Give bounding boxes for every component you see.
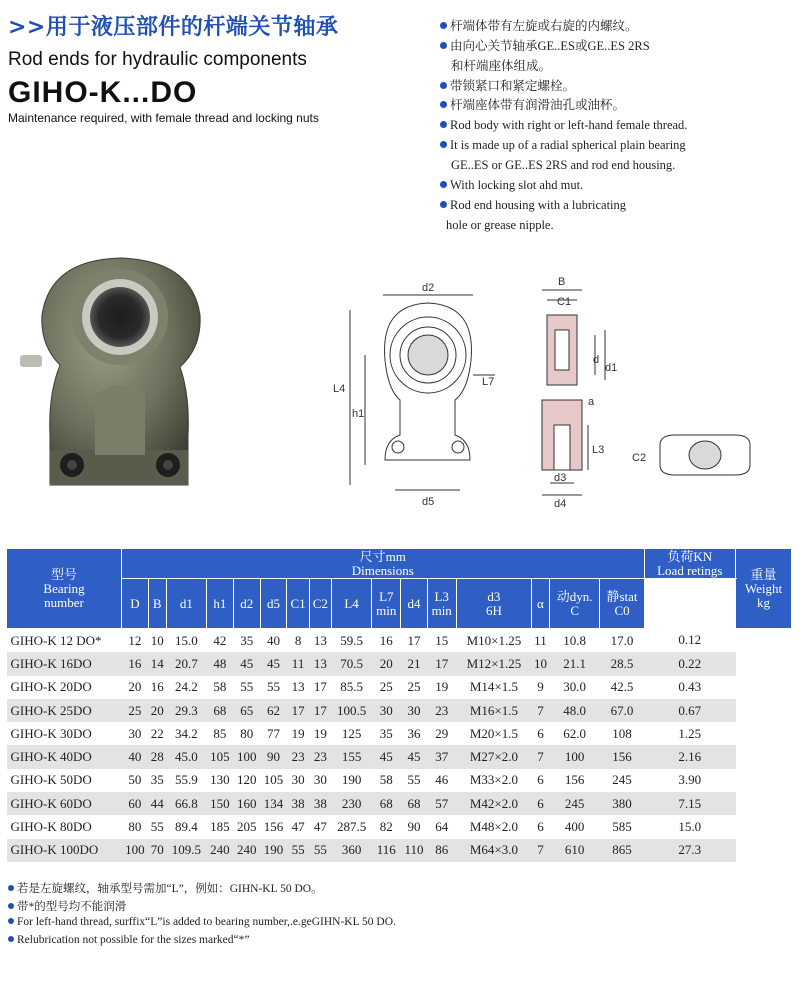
table-cell: 60 [122,792,149,815]
table-cell-model: GIHO-K 25DO [7,699,122,722]
header-dimensions: 尺寸mm Dimensions [122,549,645,579]
table-cell: 48.0 [549,699,600,722]
bullet-dot-icon [8,903,14,909]
table-cell: 287.5 [331,815,371,838]
table-cell: 156 [600,745,644,768]
table-cell: 16 [372,629,401,653]
label-B: B [558,276,566,288]
table-cell: 50 [122,769,149,792]
table-cell: 44 [148,792,166,815]
table-cell: 36 [401,722,427,745]
table-cell: 156 [549,769,600,792]
table-cell: 6 [532,815,550,838]
table-row [7,699,792,722]
table-cell: 865 [600,839,644,862]
table-cell: 160 [233,792,260,815]
table-cell: M64×3.0 [456,839,531,862]
table-cell: 35 [233,629,260,653]
table-cell-model: GIHO-K 20DO [7,676,122,699]
table-cell: 108 [600,722,644,745]
table-cell: 23 [427,699,456,722]
table-cell: 205 [233,815,260,838]
table-cell: 7 [532,839,550,862]
table-cell-model: GIHO-K 100DO [7,839,122,862]
table-cell: 8 [287,629,309,653]
subtitle: Maintenance required, with female thread and locking nuts [8,111,319,125]
table-cell: 40 [122,745,149,768]
table-cell: 17 [287,699,309,722]
col-L3: L3 min [427,579,456,629]
table-cell: 29 [427,722,456,745]
table-cell: 110 [401,839,427,862]
bullet-dot-icon [440,121,447,128]
table-cell: 45 [260,652,287,675]
table-cell: 7 [532,699,550,722]
page-title-cn: >>用于液压部件的杆端关节轴承 [8,15,339,40]
table-cell: 42.5 [600,676,644,699]
table-cell-model: GIHO-K 50DO [7,769,122,792]
bullet-dot-icon [440,181,447,188]
table-cell: 19 [427,676,456,699]
table-cell: 185 [206,815,233,838]
table-cell: 30.0 [549,676,600,699]
table-cell: M48×2.0 [456,815,531,838]
table-cell: 45.0 [166,745,206,768]
table-cell: 20.7 [166,652,206,675]
table-cell: 24.2 [166,676,206,699]
table-cell: 59.5 [331,629,371,653]
col-L7: L7 min [372,579,401,629]
table-cell: 100.5 [331,699,371,722]
bullet-dot-icon [8,936,14,942]
table-cell: 77 [260,722,287,745]
table-cell: 15.0 [166,629,206,653]
table-cell: 14 [148,652,166,675]
table-cell: 6 [532,792,550,815]
table-cell: 70 [148,839,166,862]
table-cell: 89.4 [166,815,206,838]
table-cell: 70.5 [331,652,371,675]
table-cell: 15.0 [644,815,735,838]
table-cell: 90 [260,745,287,768]
table-cell-model: GIHO-K 30DO [7,722,122,745]
table-cell: 105 [260,769,287,792]
col-dyn-C: 动dyn. C [549,579,600,629]
table-cell: 45 [233,652,260,675]
bullet-dot-icon [440,201,447,208]
table-cell: 155 [331,745,371,768]
table-cell: 150 [206,792,233,815]
table-cell: 116 [372,839,401,862]
table-cell: 3.90 [644,769,735,792]
label-d: d [593,354,600,366]
feature-item: 由向心关节轴承GE..ES或GE..ES 2RS [440,36,650,56]
feature-item: 杆端体带有左旋或右旋的内螺纹。 [440,16,638,36]
table-cell: 55.9 [166,769,206,792]
table-cell: 86 [427,839,456,862]
table-cell: 20 [122,676,149,699]
feature-item-cont: hole or grease nipple. [446,218,554,232]
table-cell: M16×1.5 [456,699,531,722]
table-cell: 16 [122,652,149,675]
table-cell: 17.0 [600,629,644,653]
table-cell: M10×1.25 [456,629,531,653]
table-cell: 245 [600,769,644,792]
table-cell: 190 [260,839,287,862]
table-cell: 13 [287,676,309,699]
table-cell: 25 [401,676,427,699]
col-C1: C1 [287,579,309,629]
table-cell: 30 [122,722,149,745]
table-cell: 57 [427,792,456,815]
table-cell-model: GIHO-K 80DO [7,815,122,838]
bullet-dot-icon [440,22,447,29]
table-cell: 67.0 [600,699,644,722]
table-cell: 47 [309,815,331,838]
label-d2: d2 [422,282,435,294]
table-cell: 100 [233,745,260,768]
bullet-dot-icon [440,141,447,148]
note-item: 若是左旋螺纹，轴承型号需加“L”，例如：GIHN-KL 50 DO。 [8,880,323,896]
table-cell: 28 [148,745,166,768]
table-cell: 62 [260,699,287,722]
table-cell: 66.8 [166,792,206,815]
table-cell: 9 [532,676,550,699]
table-cell: 130 [206,769,233,792]
table-row [7,676,792,699]
table-cell: 68 [206,699,233,722]
table-cell: 23 [309,745,331,768]
col-h1: h1 [206,579,233,629]
table-cell: 13 [309,629,331,653]
table-row [7,815,792,838]
table-cell: 21 [401,652,427,675]
feature-item: With locking slot ahd mut. [440,175,583,195]
col-C2: C2 [309,579,331,629]
table-cell: 21.1 [549,652,600,675]
table-cell: 120 [233,769,260,792]
table-cell: 13 [309,652,331,675]
table-cell: 30 [401,699,427,722]
header-weight: 重量 Weight kg [736,549,792,629]
table-cell: 35 [372,722,401,745]
table-cell: 62.0 [549,722,600,745]
table-cell: 55 [233,676,260,699]
col-d3: d3 6H [456,579,531,629]
col-d5: d5 [260,579,287,629]
table-cell: 68 [401,792,427,815]
table-cell: M12×1.25 [456,652,531,675]
table-cell: 240 [233,839,260,862]
table-cell: 68 [372,792,401,815]
table-cell: 85 [206,722,233,745]
table-cell: 156 [260,815,287,838]
model-code: GIHO-K...DO [8,76,198,109]
table-cell: 10.8 [549,629,600,653]
table-cell: 55 [287,839,309,862]
table-cell: 55 [401,769,427,792]
table-cell: 30 [372,699,401,722]
table-cell: 6 [532,722,550,745]
table-cell: 85.5 [331,676,371,699]
bullet-dot-icon [440,82,447,89]
table-row [7,839,792,862]
table-cell: 45 [372,745,401,768]
feature-item: 杆端座体带有润滑油孔或油杯。 [440,95,625,115]
table-cell: 109.5 [166,839,206,862]
note-item: Relubrication not possible for the sizes marked“*” [8,934,250,946]
table-cell: 125 [331,722,371,745]
table-cell: 245 [549,792,600,815]
bullet-dot-icon [440,101,447,108]
table-cell: 0.22 [644,652,735,675]
col-d1: d1 [166,579,206,629]
bullet-dot-icon [8,918,14,924]
col-stat-C0: 静stat C0 [600,579,644,629]
table-cell: 58 [206,676,233,699]
table-cell: 11 [287,652,309,675]
table-cell: 45 [401,745,427,768]
table-cell: 20 [372,652,401,675]
table-cell: 6 [532,769,550,792]
table-cell: 25 [372,676,401,699]
table-cell: 100 [122,839,149,862]
table-cell: M33×2.0 [456,769,531,792]
table-cell: 10 [532,652,550,675]
table-cell: 12 [122,629,149,653]
table-cell: 134 [260,792,287,815]
table-cell: 82 [372,815,401,838]
label-L4: L4 [333,383,346,395]
table-cell: 22 [148,722,166,745]
table-cell-model: GIHO-K 12 DO* [7,629,122,653]
table-cell: 100 [549,745,600,768]
label-d4: d4 [554,498,567,510]
table-cell: 190 [331,769,371,792]
table-cell: 48 [206,652,233,675]
table-cell: 105 [206,745,233,768]
table-cell: 29.3 [166,699,206,722]
bullet-dot-icon [440,42,447,49]
table-cell: 40 [260,629,287,653]
note-item: For left-hand thread, surffix“L”is added to bearing number,.e.geGIHN-KL 50 DO. [8,916,396,928]
table-cell: 7 [532,745,550,768]
table-cell: M20×1.5 [456,722,531,745]
table-row [7,769,792,792]
table-cell: 38 [309,792,331,815]
feature-item-cont: GE..ES or GE..ES 2RS and rod end housing. [451,158,676,172]
label-C1: C1 [557,296,572,308]
table-cell: 46 [427,769,456,792]
table-cell: 585 [600,815,644,838]
table-cell: M27×2.0 [456,745,531,768]
table-cell: 0.12 [644,629,735,653]
table-cell: 38 [287,792,309,815]
table-cell: M14×1.5 [456,676,531,699]
table-cell: 2.16 [644,745,735,768]
table-cell: 17 [401,629,427,653]
table-cell: 15 [427,629,456,653]
table-cell: 58 [372,769,401,792]
table-cell: 30 [287,769,309,792]
feature-item-cont: 和杆端座体组成。 [451,59,552,73]
table-cell: 240 [206,839,233,862]
table-cell: 34.2 [166,722,206,745]
col-d2: d2 [233,579,260,629]
header-load: 负荷KN Load retings [644,549,735,579]
label-C2: C2 [632,452,647,464]
col-alpha: α [532,579,550,629]
table-cell: 28.5 [600,652,644,675]
table-cell: 11 [532,629,550,653]
table-row [7,745,792,768]
label-h1: h1 [352,408,365,420]
table-cell: 80 [233,722,260,745]
col-d4: d4 [401,579,427,629]
table-cell: 35 [148,769,166,792]
label-L7: L7 [482,376,495,388]
table-row [7,629,792,653]
col-B: B [148,579,166,629]
table-cell: 0.67 [644,699,735,722]
table-cell: 380 [600,792,644,815]
table-cell: 360 [331,839,371,862]
table-cell: 7.15 [644,792,735,815]
table-cell: 10 [148,629,166,653]
spec-table-body [7,629,792,862]
feature-item: It is made up of a radial spherical plain bearing [440,135,686,155]
table-cell: 37 [427,745,456,768]
table-cell: 17 [427,652,456,675]
table-cell: 65 [233,699,260,722]
table-cell-model: GIHO-K 40DO [7,745,122,768]
table-cell: 30 [309,769,331,792]
feature-item: Rod end housing with a lubricating [440,195,626,215]
table-cell: M42×2.0 [456,792,531,815]
table-cell: 23 [287,745,309,768]
table-cell: 0.43 [644,676,735,699]
table-cell: 400 [549,815,600,838]
col-D: D [122,579,149,629]
col-L4: L4 [331,579,371,629]
table-cell: 17 [309,676,331,699]
feature-item: 带锁紧口和紧定螺栓。 [440,76,575,96]
table-cell: 17 [309,699,331,722]
label-d5: d5 [422,496,435,508]
table-cell: 25 [122,699,149,722]
table-cell: 20 [148,699,166,722]
table-cell: 55 [148,815,166,838]
table-cell-model: GIHO-K 60DO [7,792,122,815]
table-cell: 55 [260,676,287,699]
label-a: a [588,396,595,408]
table-cell: 55 [309,839,331,862]
label-L3: L3 [592,444,605,456]
technical-drawing [330,275,760,520]
table-row [7,792,792,815]
table-cell: 42 [206,629,233,653]
feature-item: Rod body with right or left-hand female thread. [440,115,687,135]
label-d3: d3 [554,472,567,484]
table-cell: 19 [309,722,331,745]
table-cell: 19 [287,722,309,745]
table-cell-model: GIHO-K 16DO [7,652,122,675]
table-cell: 1.25 [644,722,735,745]
table-cell: 27.3 [644,839,735,862]
table-cell: 90 [401,815,427,838]
spec-table [6,548,792,862]
page-title-en: Rod ends for hydraulic components [8,49,307,70]
table-row [7,652,792,675]
product-photo [20,255,210,495]
table-cell: 230 [331,792,371,815]
table-cell: 610 [549,839,600,862]
table-cell: 80 [122,815,149,838]
table-row [7,722,792,745]
note-item: 带*的型号均不能润滑 [8,898,126,914]
bullet-dot-icon [8,885,14,891]
header-model: 型号 Bearing number [7,549,122,629]
table-cell: 47 [287,815,309,838]
table-cell: 64 [427,815,456,838]
table-cell: 16 [148,676,166,699]
label-d1: d1 [605,362,618,374]
